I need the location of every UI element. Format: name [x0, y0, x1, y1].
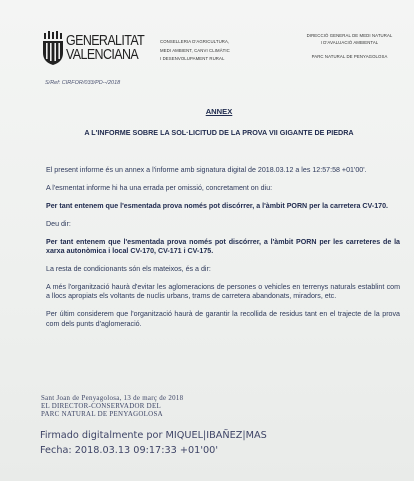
logo-line-2: VALENCIANA: [66, 47, 139, 63]
dept-line-2: MEDI AMBIENT, CANVI CLIMÀTIC: [160, 47, 230, 53]
closing-block: [41, 395, 183, 418]
paragraph: El present informe és un annex a l'informe amb signatura digital de 2018.03.12 a les 12:57:58 +01'00'.: [46, 166, 367, 174]
signature-date: Fecha: 2018.03.13 09:17:33 +01'00': [40, 445, 218, 456]
paragraph: Per últim considerem que l'organització haurà de garantir la recollida de residus tant en el trajecte de la prova com dels punts d'aglomeració.: [46, 310, 400, 328]
logo-wordmark: [66, 34, 144, 62]
dg-line-1: DIRECCIÓ GENERAL DE MEDI NATURAL: [306, 33, 393, 38]
place-date: Sant Joan de Penyagolosa, 13 de març de 2018: [41, 395, 184, 402]
annex-title: ANNEX: [205, 107, 233, 116]
conselleria-name: [160, 38, 290, 64]
paragraph-bold: Per tant entenem que l'esmentada prova només pot discórrer, a l'àmbit PORN per la carretera CV-170.: [46, 201, 389, 210]
park-name: PARC NATURAL DE PENYAGOLOSA: [311, 54, 388, 59]
generalitat-logo: [42, 31, 162, 67]
coat-of-arms-icon: [42, 31, 64, 65]
paragraph: Deu dir:: [46, 219, 71, 228]
paragraph-bold: Per tant entenem que l'esmentada prova només pot discórrer, a l'àmbit PORN per les carreteres de la xarxa autonòmica i local CV-170, CV-171 i CV-175.: [46, 237, 400, 256]
digital-signature: [40, 428, 267, 458]
dg-line-2: I D'AVALUACIÓ AMBIENTAL: [320, 39, 379, 45]
signer-role-line-2: PARC NATURAL DE PENYAGOLOSA: [41, 410, 163, 418]
dept-line-3: I DESENVOLUPAMENT RURAL: [160, 56, 225, 61]
paragraph: A l'esmentat informe hi ha una errada per omissió, concretament on diu:: [46, 183, 273, 192]
paragraph: A més l'organització haurà d'evitar les aglomeracions de persones o vehicles en terrenys naturals establint com a llocs apropiats els voltants de nuclis urbans, trams de carretera abandonats, miradors, etc.: [46, 282, 400, 301]
dept-line-1: CONSELLERIA D'AGRICULTURA,: [160, 39, 230, 44]
paragraph: La resta de condicionants són els mateixos, és a dir:: [46, 264, 211, 273]
reference-number: S/Ref: CIRFOR/033/PD--/2018: [45, 80, 121, 86]
annex-subtitle: A L'INFORME SOBRE LA SOL·LICITUD DE LA PROVA VII GIGANTE DE PIEDRA: [84, 128, 354, 137]
signature-signer: Firmado digitalmente por MIQUEL|IBAÑEZ|MAS: [40, 430, 267, 441]
signer-role-line-1: EL DIRECTOR-CONSERVADOR DEL: [41, 402, 161, 410]
document-body: [46, 166, 400, 337]
logo-line-1: GENERALITAT: [66, 33, 145, 49]
direccio-general: [292, 33, 407, 61]
